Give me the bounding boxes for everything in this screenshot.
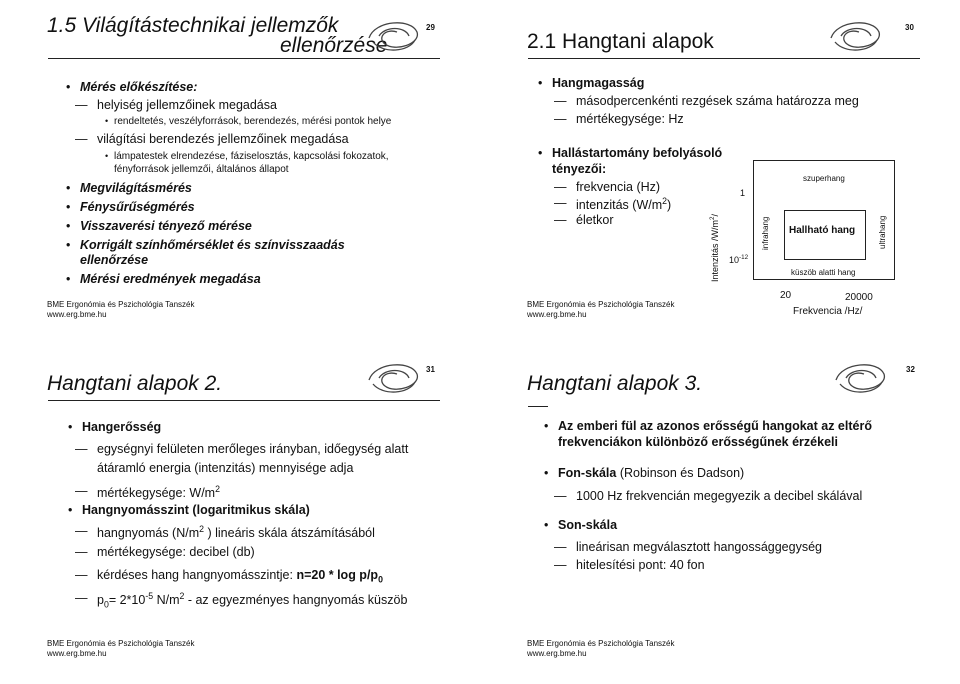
bullet-2: • Hangnyomásszint (logaritmikus skála) bbox=[82, 503, 310, 517]
bullet-2-2 bbox=[576, 196, 671, 212]
diagram-hallhato: Hallható hang bbox=[789, 225, 856, 236]
slide-number: 30 bbox=[905, 23, 914, 32]
diagram-y-label-end: / bbox=[710, 213, 720, 217]
bullet-2-1: — 1000 Hz frekvencián megegyezik a decibel skálával bbox=[576, 489, 862, 503]
bullet-3: • Fénysűrűségmérés bbox=[80, 200, 195, 214]
bullet-2-1-text: hangnyomás (N/m bbox=[97, 526, 200, 541]
footer-dept: BME Ergonómia és Pszichológia Tanszék bbox=[47, 639, 195, 648]
bullet-2: • Hallástartomány befolyásoló bbox=[552, 146, 722, 160]
bullet-1-1-1: • rendeltetés, veszélyforrások, berendezés, mérési pontok helye bbox=[114, 116, 391, 127]
bullet-1-2: — világítási berendezés jellemzőinek megadása bbox=[97, 132, 349, 146]
bullet-1-1: — másodpercenkénti rezgések száma határozza meg bbox=[576, 94, 859, 108]
footer-url: www.erg.bme.hu bbox=[47, 649, 107, 658]
bullet-2-4-eq: = 2*10 bbox=[108, 593, 146, 608]
diagram-y-label bbox=[709, 214, 720, 282]
bullet-2-1-rest: ) lineáris skála átszámításából bbox=[204, 526, 375, 541]
bullet-2 bbox=[558, 466, 744, 480]
slide-number: 29 bbox=[426, 23, 435, 32]
diagram-infrahang: infrahang bbox=[761, 216, 770, 250]
bullet-2-4-unit: N/m bbox=[153, 593, 180, 608]
diagram-x-left: 20 bbox=[780, 290, 792, 301]
diagram-y-label-sup: 2 bbox=[709, 216, 716, 220]
bullet-1-1: — egységnyi felületen merőleges irányban, időegység alatt bbox=[97, 442, 408, 456]
bullet-2-4-sup: -5 bbox=[145, 591, 154, 601]
slide-title-line2: ellenőrzése bbox=[280, 34, 388, 57]
bullet-2-2-paren: ) bbox=[667, 198, 672, 213]
footer-dept: BME Ergonómia és Pszichológia Tanszék bbox=[527, 639, 675, 648]
bullet-1: • Hangerősség bbox=[82, 420, 161, 434]
footer-dept: BME Ergonómia és Pszichológia Tanszék bbox=[527, 300, 675, 309]
bullet-1: • Hangmagasság bbox=[552, 76, 644, 90]
diagram-ultrahang: ultrahang bbox=[878, 215, 887, 249]
bullet-1-2-text: mértékegysége: W/m bbox=[97, 486, 216, 501]
diagram-y-bottom-base: 10 bbox=[729, 255, 740, 265]
bullet-2-4-p: p bbox=[97, 593, 104, 608]
slide-32 bbox=[480, 342, 960, 684]
diagram-x-label: Frekvencia /Hz/ bbox=[793, 306, 863, 317]
bullet-2-3-sub: 0 bbox=[378, 574, 383, 585]
bullet-3-1: — lineárisan megválasztott hangossággegység bbox=[576, 540, 822, 554]
bullet-1-2: — mértékegysége: Hz bbox=[576, 112, 684, 126]
bullet-1-2-sup: 2 bbox=[215, 484, 220, 494]
bullet-2-3: — életkor bbox=[576, 213, 614, 227]
bullet-1-1-cont: átáramló energia (intenzitás) mennyisége adja bbox=[97, 461, 354, 475]
diagram-y-bottom bbox=[729, 254, 748, 265]
footer-url: www.erg.bme.hu bbox=[47, 310, 107, 319]
footer bbox=[527, 639, 674, 659]
bullet-2-1: — frekvencia (Hz) bbox=[576, 180, 660, 194]
diagram-x-right: 20000 bbox=[845, 292, 873, 303]
bullet-2-4-sup2: 2 bbox=[179, 591, 185, 601]
footer bbox=[527, 300, 674, 320]
slide-title: Hangtani alapok 3. bbox=[527, 372, 703, 395]
bullet-1-1: — helyiség jellemzőinek megadása bbox=[97, 98, 277, 112]
title-divider bbox=[528, 406, 548, 407]
slide-title: Hangtani alapok 2. bbox=[47, 372, 223, 395]
diagram-y-label-text: Intenzitás /W/m bbox=[710, 219, 720, 282]
bullet-4: • Visszaverési tényező mérése bbox=[80, 219, 252, 233]
slide-31 bbox=[0, 342, 480, 684]
bullet-2-bold: Fon-skála bbox=[558, 466, 617, 480]
bullet-3-2: — hitelesítési pont: 40 fon bbox=[576, 558, 705, 572]
bullet-2-4-rest: - az egyezményes hangnyomás küszöb bbox=[184, 593, 408, 608]
bullet-2-4-sub: 0 bbox=[103, 599, 109, 610]
swirl-logo-icon bbox=[365, 18, 421, 56]
bullet-2-3-formula: n=20 * log p/p bbox=[296, 568, 379, 582]
bullet-3: • Son-skála bbox=[558, 518, 617, 532]
footer bbox=[47, 300, 194, 320]
swirl-logo-icon bbox=[832, 360, 888, 398]
bullet-2-4 bbox=[97, 591, 407, 610]
slide-29 bbox=[0, 0, 480, 342]
swirl-logo-icon bbox=[827, 18, 883, 56]
diagram-y-bottom-exp: -12 bbox=[739, 254, 749, 261]
bullet-1-cont: frekvenciákon különböző erősségűnek érzékeli bbox=[558, 435, 838, 449]
bullet-2-1 bbox=[97, 524, 375, 540]
bullet-1-2 bbox=[97, 484, 220, 500]
swirl-logo-icon bbox=[365, 360, 421, 398]
bullet-2-rest: (Robinson és Dadson) bbox=[616, 466, 745, 480]
footer bbox=[47, 639, 194, 659]
bullet-2-2-sup: 2 bbox=[662, 196, 668, 206]
bullet-1-2-1-cont: fényforrások jellemzői, általános állapot bbox=[114, 164, 289, 175]
bullet-2-1-sup: 2 bbox=[199, 524, 204, 534]
bullet-2-3 bbox=[97, 568, 383, 585]
bullet-2: • Megvilágításmérés bbox=[80, 181, 192, 195]
bullet-2-2: — mértékegysége: decibel (db) bbox=[97, 545, 255, 559]
title-divider bbox=[48, 400, 440, 401]
title-divider bbox=[48, 58, 440, 59]
footer-url: www.erg.bme.hu bbox=[527, 649, 587, 658]
diagram-szuperhang: szuperhang bbox=[803, 174, 845, 183]
diagram-y-top: 1 bbox=[740, 188, 746, 198]
bullet-6: • Mérési eredmények megadása bbox=[80, 272, 261, 286]
diagram-kuszob: küszöb alatti hang bbox=[791, 268, 856, 277]
slide-number: 32 bbox=[906, 365, 915, 374]
bullet-5: • Korrigált színhőmérséklet és színvisszaadás bbox=[80, 238, 345, 252]
bullet-2-2-text: intenzitás (W/m bbox=[576, 198, 663, 213]
slide-title-line1: 1.5 Világítástechnikai jellemzők bbox=[47, 14, 339, 37]
footer-dept: BME Ergonómia és Pszichológia Tanszék bbox=[47, 300, 195, 309]
slide-title: 2.1 Hangtani alapok bbox=[527, 30, 714, 53]
bullet-1: • Mérés előkészítése: bbox=[80, 80, 197, 94]
slide-30 bbox=[480, 0, 960, 342]
bullet-2-cont: tényezői: bbox=[552, 162, 607, 176]
title-divider bbox=[528, 58, 920, 59]
footer-url: www.erg.bme.hu bbox=[527, 310, 587, 319]
bullet-2-3-text: kérdéses hang hangnyomásszintje: bbox=[97, 568, 297, 582]
bullet-5-cont: ellenőrzése bbox=[80, 253, 149, 267]
bullet-1: • Az emberi fül az azonos erősségű hangokat az eltérő bbox=[558, 419, 872, 433]
slide-number: 31 bbox=[426, 365, 435, 374]
bullet-1-2-1: • lámpatestek elrendezése, fáziselosztás, kapcsolási fokozatok, bbox=[114, 151, 389, 162]
